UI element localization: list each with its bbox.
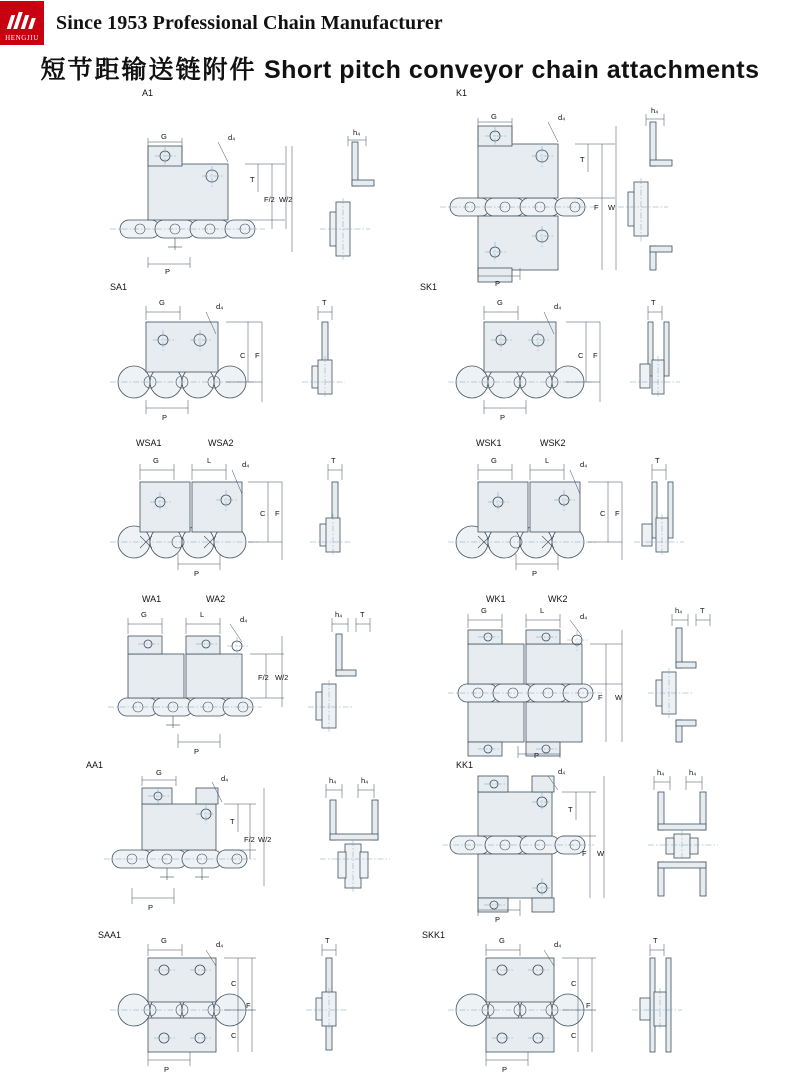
dim-G: G	[159, 298, 165, 307]
figure-wk-labels	[400, 594, 800, 610]
dim-T: T	[331, 456, 336, 465]
figure-kk1-labels	[400, 760, 800, 776]
figure-wsa-drawing	[0, 454, 400, 594]
dim-d4: d₄	[221, 774, 229, 783]
figure-wsk2-label: WSK2	[540, 438, 566, 448]
dim-F2: F/2	[244, 835, 255, 844]
dim-G: G	[156, 768, 162, 777]
figure-a1-labels	[0, 86, 400, 102]
dim-W2: W/2	[275, 673, 289, 682]
figure-a1	[0, 86, 400, 282]
dim-T: T	[651, 298, 656, 307]
dim-G: G	[499, 936, 505, 945]
dim-P: P	[532, 569, 538, 578]
dim-F2: F/2	[264, 195, 275, 204]
dim-d4: d₄	[554, 302, 562, 311]
figure-wsa2-label: WSA2	[208, 438, 234, 448]
dim-C1: C	[231, 979, 237, 988]
dim-T: T	[250, 175, 255, 184]
dim-F: F	[593, 351, 598, 360]
figure-sk1-drawing	[400, 298, 800, 438]
page-title-chinese: 短节距输送链附件	[40, 56, 257, 84]
dim-P: P	[164, 1065, 170, 1074]
dim-C: C	[260, 509, 266, 518]
page-title-english: Short pitch conveyor chain attachments	[263, 56, 760, 84]
dim-F: F	[246, 1001, 251, 1010]
figure-saa1	[0, 926, 400, 1072]
figure-wsk1-label: WSK1	[476, 438, 502, 448]
figure-wk1-label: WK1	[486, 594, 506, 604]
logo-mark-icon	[7, 12, 37, 32]
dim-W: W	[615, 693, 623, 702]
dim-W: W	[597, 849, 605, 858]
dim-F: F	[275, 509, 280, 518]
figure-sk1-label: SK1	[420, 282, 438, 292]
dim-T: T	[322, 298, 327, 307]
dim-d4: d₄	[580, 612, 588, 621]
dim-L: L	[200, 610, 205, 619]
figure-wa-labels	[0, 594, 400, 610]
dim-h4: h₄	[651, 106, 659, 115]
dim-G: G	[141, 610, 147, 619]
dim-C1: C	[571, 979, 577, 988]
dim-d4: d₄	[216, 302, 224, 311]
dim-P: P	[165, 267, 171, 276]
dim-F: F	[582, 849, 587, 858]
figure-wa	[0, 594, 400, 760]
dim-C: C	[600, 509, 606, 518]
figure-kk1-label: KK1	[456, 760, 474, 770]
figure-row-5	[0, 760, 800, 926]
dim-d4: d₄	[558, 113, 566, 122]
figure-sa1-label: SA1	[110, 282, 128, 292]
figure-aa1-labels	[0, 760, 400, 776]
dim-T: T	[230, 817, 235, 826]
dim-W2: W/2	[279, 195, 293, 204]
figure-aa1	[0, 760, 400, 926]
figure-row-4	[0, 594, 800, 760]
dim-T: T	[325, 936, 330, 945]
dim-G: G	[153, 456, 159, 465]
dim-G: G	[161, 936, 167, 945]
dim-d4: d₄	[216, 940, 224, 949]
dim-G: G	[491, 112, 497, 121]
dim-L: L	[540, 606, 545, 615]
figure-skk1-label: SKK1	[422, 930, 446, 940]
figure-k1-label: K1	[456, 88, 468, 98]
dim-W: W	[608, 203, 616, 212]
figure-wa1-label: WA1	[142, 594, 162, 604]
dim-P: P	[162, 413, 168, 422]
dim-d4: d₄	[558, 767, 566, 776]
dim-L: L	[207, 456, 212, 465]
figure-a1-drawing	[0, 102, 400, 282]
figure-saa1-labels	[0, 926, 400, 942]
dim-d4: d₄	[580, 460, 588, 469]
dim-d4: d₄	[228, 133, 236, 142]
figure-aa1-label: AA1	[86, 760, 104, 770]
figure-wsk	[400, 438, 800, 594]
figure-wsa-labels	[0, 438, 400, 454]
dim-C2: C	[571, 1031, 577, 1040]
dim-G: G	[161, 132, 167, 141]
figure-wa2-label: WA2	[206, 594, 226, 604]
dim-T: T	[655, 456, 660, 465]
dim-F2: F/2	[258, 673, 269, 682]
dim-T: T	[568, 805, 573, 814]
dim-T: T	[580, 155, 585, 164]
dim-T: T	[653, 936, 658, 945]
dim-h4-left: h₄	[657, 768, 665, 777]
dim-F: F	[594, 203, 599, 212]
dim-C2: C	[231, 1031, 237, 1040]
figure-saa1-label: SAA1	[98, 930, 122, 940]
dim-F: F	[586, 1001, 591, 1010]
dim-P: P	[500, 413, 506, 422]
figure-kk1	[400, 760, 800, 926]
dim-G: G	[491, 456, 497, 465]
figure-kk1-drawing	[400, 767, 800, 926]
figure-row-2	[0, 282, 800, 438]
dim-G: G	[497, 298, 503, 307]
figure-skk1-labels	[400, 926, 800, 942]
dim-P: P	[148, 903, 154, 912]
dim-F: F	[255, 351, 260, 360]
dim-P: P	[495, 279, 501, 288]
dim-h4: h₄	[353, 128, 361, 137]
dim-T: T	[700, 606, 705, 615]
figure-skk1-drawing	[400, 936, 800, 1074]
dim-d4: d₄	[240, 615, 248, 624]
figure-wk2-label: WK2	[548, 594, 568, 604]
dim-P: P	[194, 569, 200, 578]
dim-P: P	[194, 747, 200, 756]
dim-h4: h₄	[675, 606, 683, 615]
figure-saa1-drawing	[0, 936, 400, 1074]
logo-text: HENGJIU	[5, 34, 39, 42]
figure-sk1	[400, 282, 800, 438]
figure-row-6	[0, 926, 800, 1072]
figure-k1-labels	[400, 86, 800, 102]
dim-h4-left: h₄	[329, 776, 337, 785]
dim-P: P	[495, 915, 501, 924]
dim-d4: d₄	[554, 940, 562, 949]
header-tagline: Since 1953 Professional Chain Manufacturer	[56, 11, 443, 34]
figure-wsk-labels	[400, 438, 800, 454]
figure-aa1-drawing	[0, 768, 400, 926]
figure-skk1	[400, 926, 800, 1072]
page-title	[0, 50, 800, 86]
dim-G: G	[481, 606, 487, 615]
dim-C: C	[578, 351, 584, 360]
dim-F: F	[598, 693, 603, 702]
dim-h4-right: h₄	[361, 776, 369, 785]
dim-F: F	[615, 509, 620, 518]
figure-wsa1-label: WSA1	[136, 438, 162, 448]
figure-sk1-labels	[400, 282, 800, 298]
dim-d4: d₄	[242, 460, 250, 469]
dim-h4-right: h₄	[689, 768, 697, 777]
figure-wsa	[0, 438, 400, 594]
dim-W2: W/2	[258, 835, 272, 844]
figure-wk	[400, 594, 800, 760]
figure-a1-label: A1	[142, 88, 154, 98]
page-header	[0, 0, 800, 46]
figure-sa1-labels	[0, 282, 400, 298]
dim-L: L	[545, 456, 550, 465]
dim-h4: h₄	[335, 610, 343, 619]
figure-sa1-drawing	[0, 298, 400, 438]
figure-wsk-drawing	[400, 454, 800, 594]
figure-wa-drawing	[0, 610, 400, 760]
company-logo	[0, 1, 44, 45]
figure-wk-drawing	[400, 606, 800, 760]
dim-C: C	[240, 351, 246, 360]
attachment-figure-sheet	[0, 86, 800, 1072]
figure-sa1	[0, 282, 400, 438]
dim-T: T	[360, 610, 365, 619]
dim-P: P	[502, 1065, 508, 1074]
figure-row-3	[0, 438, 800, 594]
dim-P: P	[534, 751, 540, 760]
